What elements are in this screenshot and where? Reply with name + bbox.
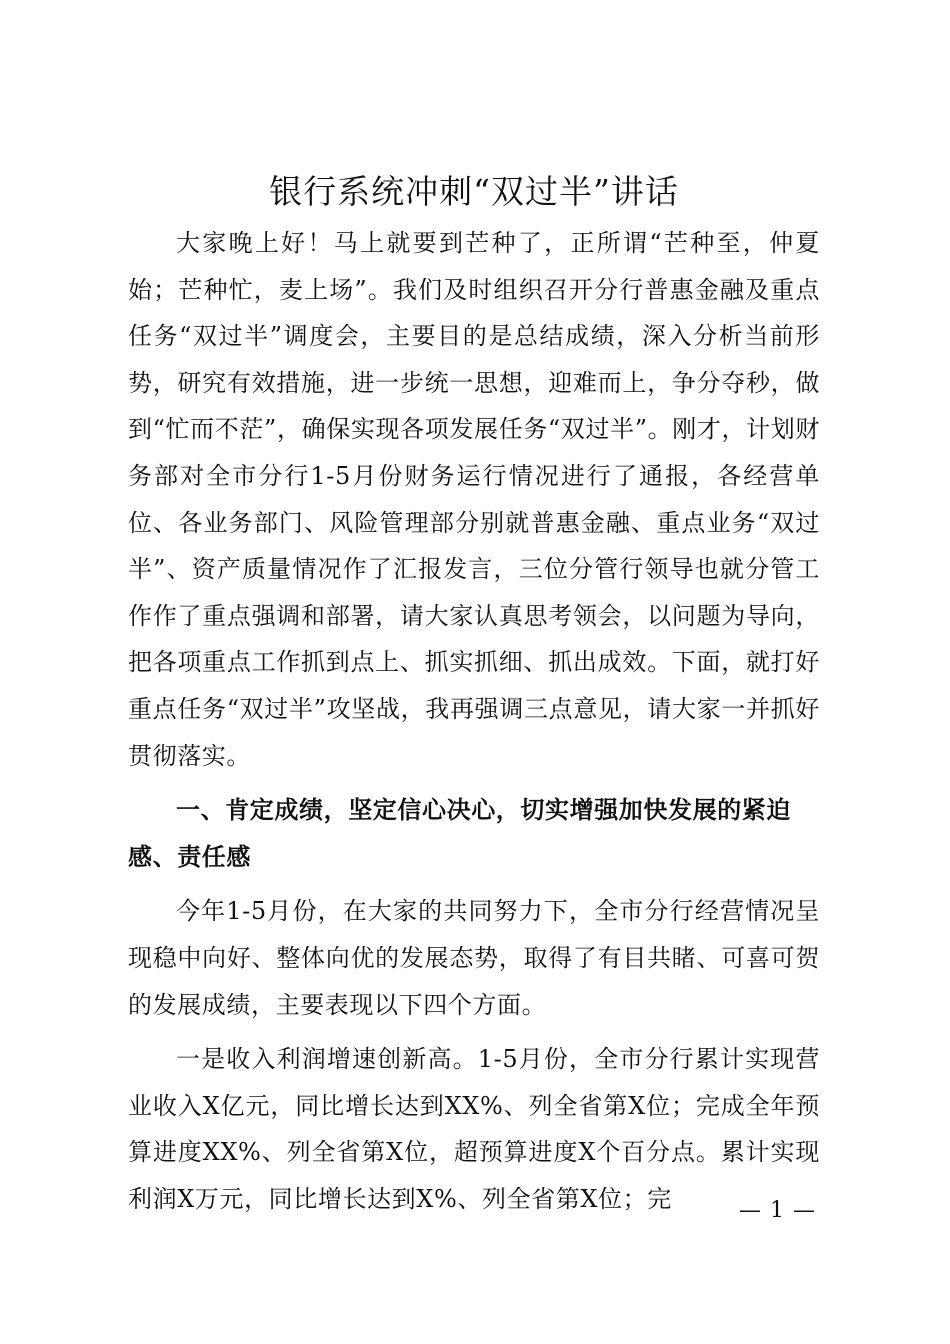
body-paragraph: 今年1-5月份，在大家的共同努力下，全市分行经营情况呈现稳中向好、整体向优的发展态势，取得了有目共睹、可喜可贺的发展成绩，主要表现以下四个方面。 (128, 897, 820, 1019)
document-title: 银行系统冲刺“双过半”讲话 (269, 172, 679, 211)
intro-paragraph: 大家晚上好！马上就要到芒种了，正所谓“芒种至，仲夏始；芒种忙，麦上场”。我们及时组织召开分行普惠金融及重点任务“双过半”调度会，主要目的是总结成绩，深入分析当前形势，研究有效措施，进一步统一思想，迎难而上，争分夺秒，做到“忙而不茫”，确保实现各项发展任务“双过半”。刚才，计划财务部对全市分行1-5月份财务运行情况进行了通报，各经营单位、各业务部门、风险管理部分别就普惠金融、重点业务“双过半”、资产质量情况作了汇报发言，三位分管行领导也就分管工作作了重点强调和部署，请大家认真思考领会，以问题为导向，把各项重点工作抓到点上、抓实抓细、抓出成效。下面，就打好重点任务“双过半”攻坚战，我再强调三点意见，请大家一并抓好贯彻落实。 (128, 229, 820, 770)
section-heading: 一、肯定成绩，坚定信心决心，切实增强加快发展的紧迫感、责任感 (128, 796, 791, 871)
document-body (128, 168, 820, 1222)
body-paragraph: 一是收入利润增速创新高。1-5月份，全市分行累计实现营业收入X亿元，同比增长达到XX%、列全省第X位；完成全年预算进度XX%、列全省第X位，超预算进度X个百分点。累计实现利润X万元，同比增长达到X%、列全省第X位；完 (128, 1045, 820, 1213)
page-number: — 1 — (739, 1198, 816, 1223)
